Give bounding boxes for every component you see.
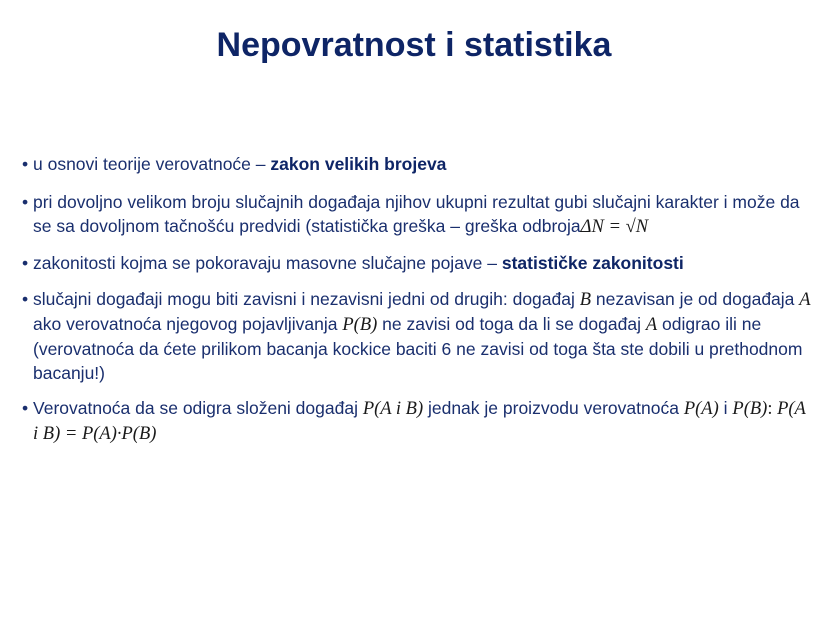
bullet-text: Verovatnoća da se odigra složeni događaj xyxy=(33,398,363,418)
bullet-text: odigrao ili ne (verovatnoća da ćete prilikom bacanja kockice baciti 6 ne zavisi od toga šta ste dobili u prethodnom bacanju!) xyxy=(33,314,803,383)
bullet-marker: • xyxy=(22,253,29,273)
bullet-text: ako verovatnoća njegovog pojavljivanja xyxy=(33,314,343,334)
bullet-marker: • xyxy=(22,398,29,418)
math-colon: : xyxy=(767,399,778,419)
bullet-bold-term: zakon velikih brojeva xyxy=(270,154,447,174)
math-var: P(A i B) xyxy=(362,399,424,419)
bullet-marker: • xyxy=(22,192,29,212)
math-var: A xyxy=(645,315,658,335)
bullet-text: slučajni događaji mogu biti zavisni i nezavisni jedni od drugih: događaj xyxy=(33,289,580,309)
formula-delta-n: ΔN = √N xyxy=(580,217,649,237)
bullet-text: ne zavisi od toga da li se događaj xyxy=(377,314,646,334)
math-var: P(A) xyxy=(683,399,719,419)
bullet-text: zakonitosti kojma se pokoravaju masovne slučajne pojave – xyxy=(33,253,502,273)
bullet-statistical-laws xyxy=(22,251,812,275)
bullet-text: pri dovoljno velikom broju slučajnih događaja njihov ukupni rezultat gubi slučajni karakter i može da se sa dovoljnom tačnošću predvidi (statistička greška – greška odbroja xyxy=(33,192,800,236)
math-var: P(B) xyxy=(732,399,768,419)
bullet-text: i xyxy=(718,398,733,418)
bullet-text: u osnovi teorije verovatnoće – xyxy=(33,154,271,174)
bullet-marker: • xyxy=(22,289,29,309)
math-var: A xyxy=(799,290,811,310)
bullet-law-of-large-numbers xyxy=(22,152,812,176)
bullet-statistical-error xyxy=(22,190,812,239)
slide-title: Nepovratnost i statistika xyxy=(216,26,612,64)
bullet-compound-probability xyxy=(22,396,812,446)
bullet-independent-events xyxy=(22,287,812,385)
math-var: B xyxy=(579,290,592,310)
formula-product-rule: P(A i B) = P(A)·P(B) xyxy=(33,399,806,444)
bullet-marker: • xyxy=(22,154,29,174)
bullet-text: nezavisan je od događaja xyxy=(591,289,800,309)
bullet-text: jednak je proizvodu verovatnoća xyxy=(423,398,684,418)
math-var: P(B) xyxy=(342,315,378,335)
bullet-bold-term: statističke zakonitosti xyxy=(501,253,684,273)
